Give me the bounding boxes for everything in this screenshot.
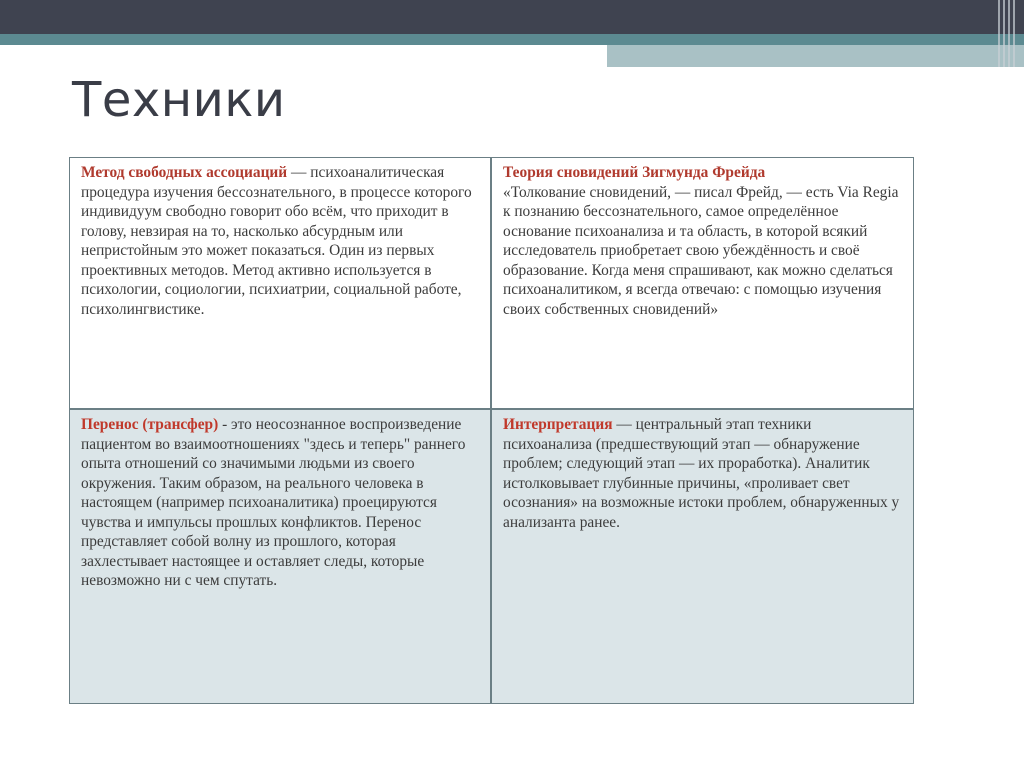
term-definition: - это неосознанное воспроизведение пациентом во взаимоотношениях "здесь и теперь" раннего опыта отношений со значимыми людьми из своего окружения. Таким образом, на реального человека в настоящем (например психоаналитика) проецируются чувства и импульсы прошлых конфликтов. Перенос представляет собой волну из прошлого, которая захлестывает настоящее и оставляет следы, которые невозможно ни с чем спутать. (81, 416, 466, 589)
header-band-teal (0, 34, 1024, 45)
decorative-edge-lines (996, 0, 1020, 67)
term-definition: — центральный этап техники психоанализа (предшествующий этап — обнаружение проблем; следующий этап — их проработка). Аналитик истолковывает глубинные причины, «проливает свет осознания» на возможные истоки проблем, обнаруженных у анализанта ранее. (503, 416, 900, 531)
term-label: Перенос (трансфер) (81, 416, 219, 433)
table-cell-free-association (69, 157, 491, 409)
term-label: Теория сновидений Зигмунда Фрейда (503, 164, 766, 181)
table-cell-dream-theory (491, 157, 914, 409)
table-cell-transference (69, 409, 491, 704)
term-label: Метод свободных ассоциаций (81, 164, 288, 181)
cell-text (503, 415, 903, 532)
cell-text (503, 163, 903, 319)
header-band-light (607, 45, 1024, 67)
table-cell-interpretation (491, 409, 914, 704)
cell-text (81, 163, 480, 319)
term-label: Интерпретация (503, 416, 613, 433)
term-definition: — психоаналитическая процедура изучения бессознательного, в процессе которого индивидуум свободно говорит обо всём, что приходит в голову, невзирая на то, насколько абсурдным или непристойным это может показаться. Один из первых проективных методов. Метод активно используется в психологии, социологии, психиатрии, социальной работе, психолингвистике. (81, 164, 472, 318)
header-band-dark (0, 0, 1024, 34)
term-definition: «Толкование сновидений, — писал Фрейд, — есть Via Regia к познанию бессознательного, самое определённое основание психоанализа и та область, в которой всякий исследователь приобретает свою убеждённость и своё образование. Когда меня спрашивают, как можно сделаться психоаналитиком, я всегда отвечаю: с помощью изучения своих собственных сновидений» (503, 183, 899, 318)
slide-title: Техники (72, 72, 286, 128)
techniques-table (69, 157, 914, 704)
cell-text (81, 415, 480, 591)
